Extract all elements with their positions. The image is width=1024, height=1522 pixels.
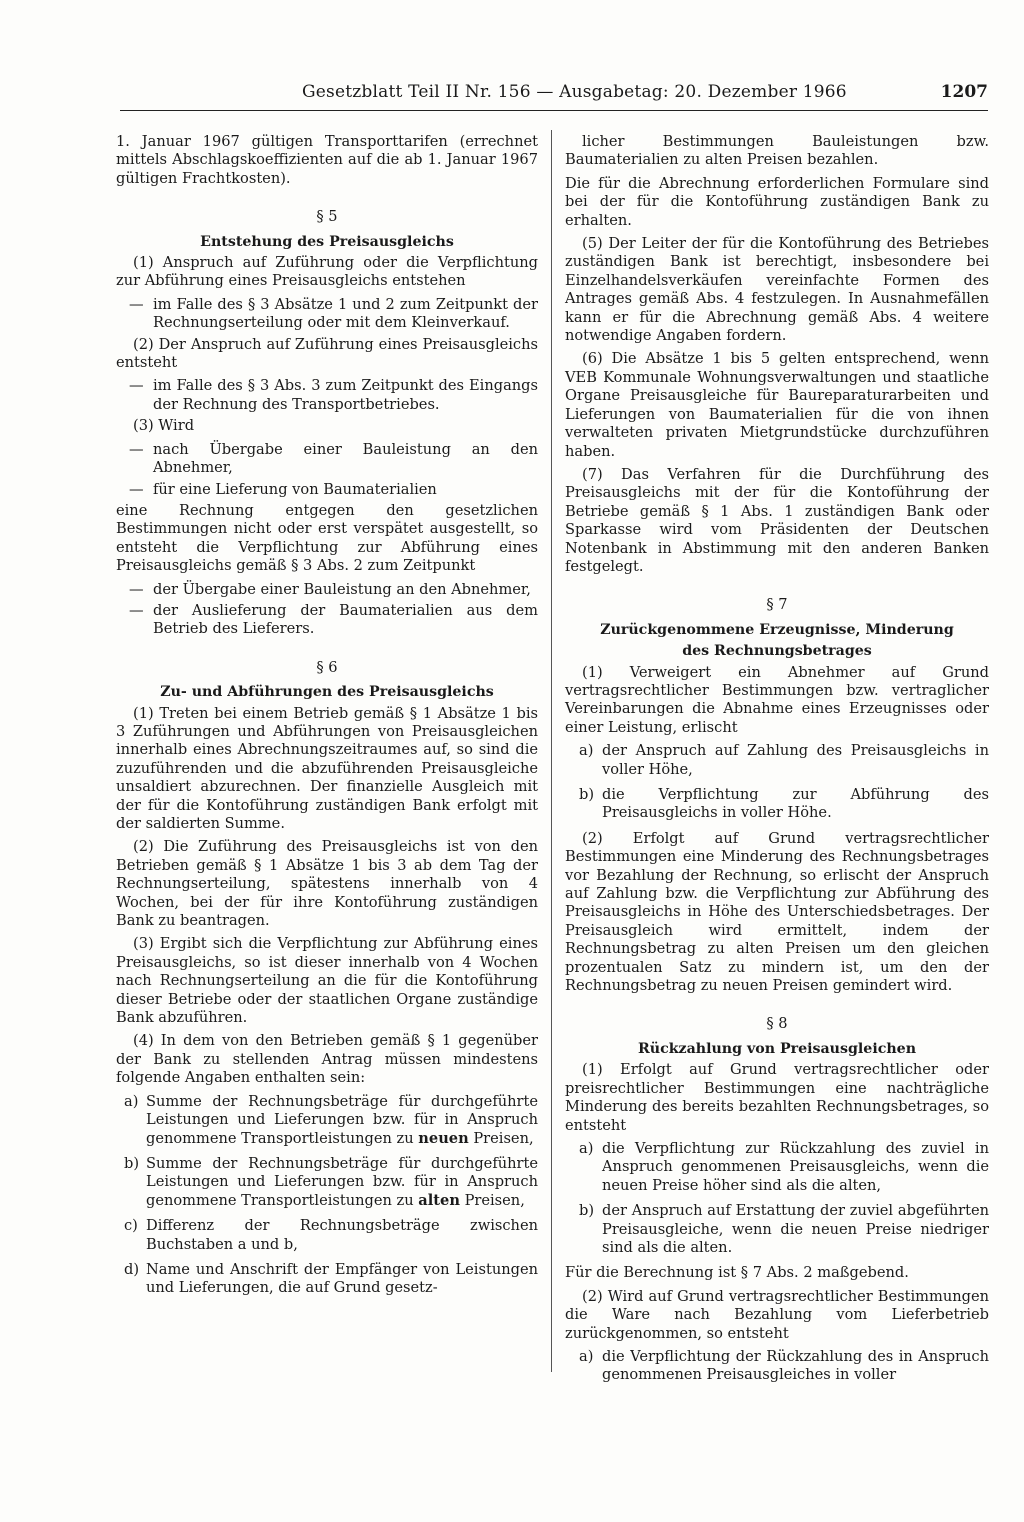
section-6-title: Zu- und Abführungen des Preisausgleichs — [160, 684, 494, 701]
page-number: 1207 — [940, 82, 988, 102]
list-text: die Verpflichtung zur Rückzahlung des zuviel in Anspruch genommenen Preisausgleichs, wenn die neuen Preise höher sind als die alten, — [602, 1139, 989, 1194]
list-text: Summe der Rechnungsbeträge für durchgeführte Leistungen und Lieferungen bzw. für in Anspruch genommene Transportleistungen zu — [146, 1092, 538, 1147]
list-text: Name und Anschrift der Empfänger von Leistungen und Lieferungen, die auf Grund gesetz- — [146, 1260, 538, 1297]
list-label: a) — [579, 1347, 594, 1365]
right-column — [565, 133, 989, 1392]
section-7-title-line-1: Zurückgenommene Erzeugnisse, Minderung — [600, 621, 954, 638]
s6-list-item-c — [116, 1217, 538, 1254]
s6-paragraph-5: (5) Der Leiter der für die Kontoführung des Betriebes zuständigen Bank ist berechtigt, insbesondere bei Einzelhandelsverkäufen vereinfachte Formen des Antrages gemäß Abs. 4 festzulegen. In Ausnahmefällen kann er für die Abrechnung gemäß Abs. 4 weitere notwendige Angaben fordern. — [565, 235, 989, 345]
s5-p3-continuation: eine Rechnung entgegen den gesetzlichen Bestimmungen nicht oder erst verspätet ausgestellt, so entsteht die Verpflichtung zur Abführung eines Preisausgleichs gemäß § 3 Abs. 2 zum Zeitpunkt — [116, 501, 538, 575]
list-text: die Verpflichtung zur Abführung des Preisausgleichs in voller Höhe. — [602, 786, 989, 822]
section-5-number: § 5 — [316, 208, 338, 226]
s5-p3-dash-item-1: — nach Übergabe einer Bauleistung an den Abnehmer, — [116, 441, 538, 478]
s5-p3-dash-item-3: — der Übergabe einer Bauleistung an den Abnehmer, — [116, 581, 538, 599]
list-label: a) — [579, 742, 594, 760]
list-label: a) — [579, 1139, 594, 1157]
running-header — [120, 82, 988, 111]
list-text-end: Preisen, — [464, 1191, 525, 1209]
s7-paragraph-2: (2) Erfolgt auf Grund vertragsrechtlicher Bestimmungen eine Minderung des Rechnungsbetrages vor Bezahlung der Rechnung, so erlischt der Anspruch auf Zahlung bzw. die Verpflichtung zur Abführung des Preisausgleichs in Höhe des Unterschiedsbetrages. Der Preisausgleich wird ermittelt, indem der Rechnungsbetrag zu alten Preisen um den gleichen prozentualen Satz zu mindern ist, um den der Rechnungsbetrag zu neuen Preisen gemindert wird. — [565, 829, 989, 995]
list-text: Summe der Rechnungsbeträge für durchgeführte Leistungen und Lieferungen bzw. für in Anspruch genommene Transportleistungen zu — [146, 1154, 538, 1209]
section-8-title: Rückzahlung von Preisausgleichen — [637, 1040, 917, 1057]
s5-paragraph-3: (3) Wird — [133, 417, 195, 435]
s6-continuation-2: Die für die Abrechnung erforderlichen Formulare sind bei der für die Kontoführung zuständigen Bank zu erhalten. — [565, 174, 989, 229]
s6-paragraph-4: (4) In dem von den Betrieben gemäß § 1 gegenüber der Bank zu stellenden Antrag müssen mindestens folgende Angaben enthalten sein: — [116, 1032, 538, 1087]
left-column — [116, 133, 538, 1305]
list-label: b) — [579, 1202, 595, 1220]
s8-paragraph-2: (2) Wird auf Grund vertragsrechtlicher Bestimmungen die Ware nach Bezahlung vom Lieferbetrieb zurückgenommen, so entsteht — [565, 1287, 989, 1342]
s5-p3-dash-item-4: — der Auslieferung der Baumaterialien aus dem Betrieb des Lieferers. — [116, 602, 538, 639]
s6-paragraph-2: (2) Die Zuführung des Preisausgleichs ist von den Betrieben gemäß § 1 Absätze 1 bis 3 ab dem Tag der Rechnungserteilung, spätestens innerhalb von 4 Wochen, bei der für ihre Kontoführung zuständigen Bank zu beantragen. — [116, 838, 538, 930]
s6-paragraph-6: (6) Die Absätze 1 bis 5 gelten entsprechend, wenn VEB Kommunale Wohnungsverwaltungen und staatliche Organe Preisausgleiche für Baureparaturarbeiten und Lieferungen von Baumaterialien für die von ihnen verwalteten privaten Mietgrundstücke durchzuführen haben. — [565, 350, 989, 460]
s5-p2-dash-item: — im Falle des § 3 Abs. 3 zum Zeitpunkt des Eingangs der Rechnung des Transportbetriebes. — [116, 377, 538, 414]
list-label: b) — [579, 786, 595, 803]
list-text-end: Preisen, — [473, 1129, 534, 1147]
list-label: c) — [124, 1217, 138, 1235]
s6-list-item-d — [116, 1261, 538, 1298]
s8-p1-closing: Für die Berechnung ist § 7 Abs. 2 maßgebend. — [565, 1264, 909, 1282]
s8-list-item-b — [565, 1202, 989, 1257]
s7-list-item-b — [565, 786, 989, 823]
section-7-number: § 7 — [766, 596, 788, 614]
s5-p3-dash-item-2: — für eine Lieferung von Baumaterialien — [116, 481, 538, 499]
s7-list-item-a — [565, 742, 989, 779]
s6-list-item-a — [116, 1093, 538, 1148]
section-8-number: § 8 — [766, 1015, 788, 1033]
section-6-number: § 6 — [316, 658, 338, 676]
list-text: Differenz der Rechnungsbeträge zwischen Buchstaben a und b, — [146, 1217, 538, 1253]
s5-paragraph-2: (2) Der Anspruch auf Zuführung eines Preisausgleichs entsteht — [116, 335, 538, 372]
section-7-title-line-2: des Rechnungsbetrages — [682, 643, 872, 660]
intro-paragraph: 1. Januar 1967 gültigen Transporttarifen (errechnet mittels Abschlagskoeffizienten auf die ab 1. Januar 1967 gültigen Frachtkosten). — [116, 133, 538, 187]
list-text: die Verpflichtung der Rückzahlung des in Anspruch genommenen Preisausgleiches in voller — [602, 1347, 989, 1384]
list-label: a) — [124, 1092, 139, 1110]
s5-p1-dash-item: — im Falle des § 3 Absätze 1 und 2 zum Zeitpunkt der Rechnungserteilung oder mit dem Kleinverkauf. — [116, 296, 538, 333]
column-divider — [551, 130, 552, 1372]
s8-list-item-a — [565, 1140, 989, 1195]
emphasis-text: alten — [418, 1191, 460, 1209]
s6-list-item-b — [116, 1155, 538, 1210]
s5-paragraph-1: (1) Anspruch auf Zuführung oder die Verpflichtung zur Abführung eines Preisausgleichs entstehen — [116, 254, 538, 290]
list-text: der Anspruch auf Zahlung des Preisausgleichs in voller Höhe, — [602, 742, 989, 778]
s8-paragraph-1: (1) Erfolgt auf Grund vertragsrechtlicher oder preisrechtlicher Bestimmungen eine nachträgliche Minderung des bereits bezahlten Rechnungsbetrages, so entsteht — [565, 1061, 989, 1134]
s6-paragraph-1: (1) Treten bei einem Betrieb gemäß § 1 Absätze 1 bis 3 Zuführungen und Abführungen von Preisausgleichen innerhalb eines Abrechnungszeitraumes auf, so sind die zuzuführenden und die abzuführenden Preisausgleiche unsaldiert abzurechnen. Der finanzielle Ausgleich mit der für die Kontoführung zuständigen Bank erfolgt mit der saldierten Summe. — [116, 704, 538, 832]
list-text: der Anspruch auf Erstattung der zuviel abgeführten Preisausgleiche, wenn die neuen Preise niedriger sind als die alten. — [602, 1202, 989, 1256]
s6-continuation-1: licher Bestimmungen Bauleistungen bzw. Baumaterialien zu alten Preisen bezahlen. — [565, 133, 989, 169]
list-label: b) — [124, 1154, 140, 1172]
s8-list-item-a-2 — [565, 1348, 989, 1385]
s6-paragraph-3: (3) Ergibt sich die Verpflichtung zur Abführung eines Preisausgleichs, so ist dieser innerhalb von 4 Wochen nach Rechnungserteilung an die für die Kontoführung dieser Betriebe oder der staatlichen Organe zuständige Bank abzuführen. — [116, 935, 538, 1027]
s6-paragraph-7: (7) Das Verfahren für die Durchführung des Preisausgleichs mit der für die Kontoführung der Betriebe gemäß § 1 Abs. 1 zuständigen Bank oder Sparkasse wird vom Präsidenten der Deutschen Notenbank in Abstimmung mit den anderen Banken festgelegt. — [565, 465, 989, 575]
emphasis-text: neuen — [418, 1129, 469, 1147]
header-title: Gesetzblatt Teil II Nr. 156 — Ausgabetag: 20. Dezember 1966 — [302, 82, 847, 102]
section-5-title: Entstehung des Preisausgleichs — [200, 233, 454, 250]
list-label: d) — [124, 1260, 140, 1278]
s7-paragraph-1: (1) Verweigert ein Abnehmer auf Grund vertragsrechtlicher Bestimmungen bzw. vertraglicher Vereinbarungen die Abnahme eines Erzeugnisses oder einer Leistung, erlischt — [565, 663, 989, 736]
